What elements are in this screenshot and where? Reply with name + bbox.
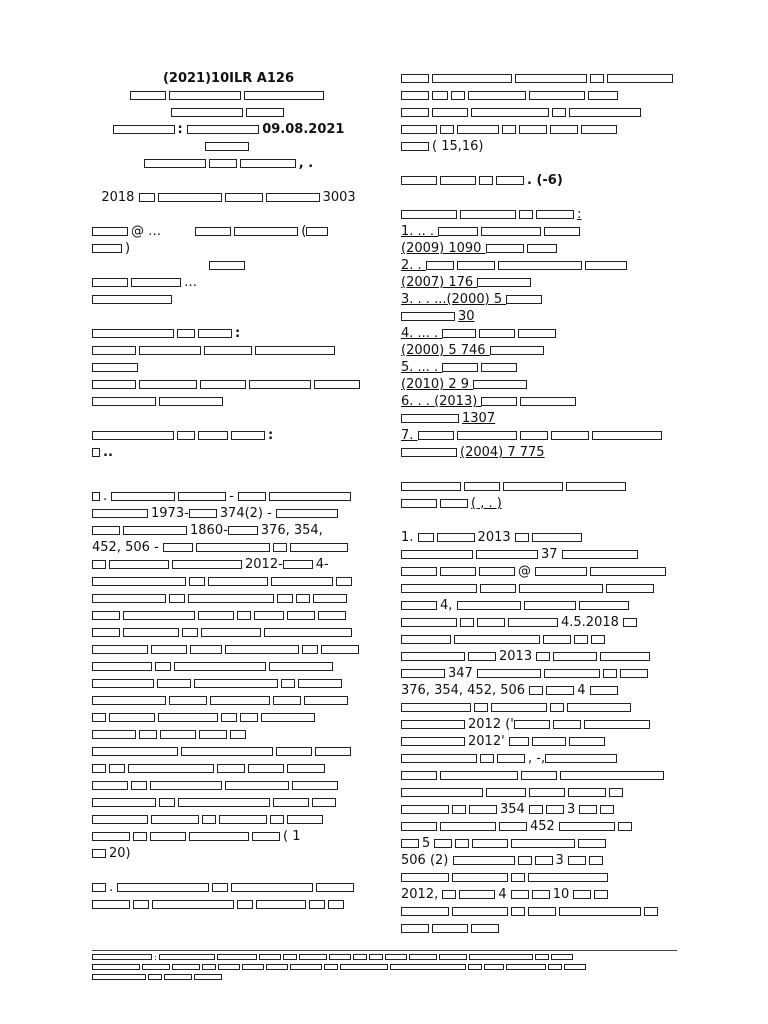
judge-name: , .	[92, 155, 365, 172]
footer-line-1: :	[92, 953, 677, 963]
citation: (2021)10ILR A126	[162, 71, 294, 86]
para1-line-7	[401, 631, 677, 648]
headnote-a-18	[92, 777, 365, 794]
para1-line-19: 5	[401, 835, 677, 852]
case-7b: (2004) 7 775	[401, 444, 677, 461]
petitioner: @ … (	[92, 223, 365, 240]
case-6b: 1307	[401, 410, 677, 427]
para1-line-9: 347	[401, 665, 677, 682]
headnote-a-13	[92, 692, 365, 709]
para1-line-5: 4,	[401, 597, 677, 614]
case-3b: 30	[401, 308, 677, 325]
continuation-5: ( 15,16)	[401, 138, 677, 155]
case-5b: (2010) 2 9	[401, 376, 677, 393]
headnote-b-2	[92, 896, 365, 913]
para1-line-24	[401, 920, 677, 937]
para1-line-14: , -,	[401, 750, 677, 767]
headnote-a-17	[92, 760, 365, 777]
continuation-3	[401, 104, 677, 121]
headnote-a-5: 2012- 4-	[92, 556, 365, 573]
continuation-1	[401, 70, 677, 87]
respondent: …	[92, 274, 365, 291]
para1-line-12: 2012 ('	[401, 716, 677, 733]
case-4b: (2000) 5 746	[401, 342, 677, 359]
footer-disclaimer	[92, 953, 677, 983]
counsel-respondent-heading: :	[92, 427, 365, 444]
versus	[92, 257, 365, 274]
continuation-4	[401, 121, 677, 138]
case-1b: (2009) 1090	[401, 240, 677, 257]
para1-line-13: 2012'	[401, 733, 677, 750]
para1-line-4	[401, 580, 677, 597]
para1-line-1: 1. 2013	[401, 529, 677, 546]
headnote-a-1: . -	[92, 488, 365, 505]
para1-line-17: 354 3	[401, 801, 677, 818]
headnote-a-2: 1973- 374(2) -	[92, 505, 365, 522]
para1-line-6: 4.5.2018	[401, 614, 677, 631]
before-label	[92, 138, 365, 155]
judge-note-1	[401, 478, 677, 495]
para1-line-22: 2012, 4 10	[401, 886, 677, 903]
para1-line-11	[401, 699, 677, 716]
counsel-petitioner-3	[92, 376, 365, 393]
para1-line-15	[401, 767, 677, 784]
headnote-a-7	[92, 590, 365, 607]
headnote-a-11	[92, 658, 365, 675]
petitioner-cont: )	[92, 240, 365, 257]
footer-line-3	[92, 973, 677, 983]
case-2b: (2007) 176	[401, 274, 677, 291]
case-7a: 7.	[401, 427, 677, 444]
right-column	[401, 70, 677, 937]
case-6a: 6. . . (2013)	[401, 393, 677, 410]
judge-note-2: ( , . )	[401, 495, 677, 512]
headnote-a-15	[92, 726, 365, 743]
counsel-respondent-value: ..	[92, 444, 365, 461]
cases-heading: :	[401, 206, 677, 223]
case-2a: 2. .	[401, 257, 677, 274]
case-5a: 5. ... .	[401, 359, 677, 376]
headnote-b-1: .	[92, 879, 365, 896]
para1-line-18: 452	[401, 818, 677, 835]
para1-line-21	[401, 869, 677, 886]
counsel-petitioner-1	[92, 342, 365, 359]
case-1a: 1. .. .	[401, 223, 677, 240]
headnote-a-4: 452, 506 -	[92, 539, 365, 556]
court-name	[92, 87, 365, 104]
para1-line-3: @	[401, 563, 677, 580]
headnote-a-6	[92, 573, 365, 590]
headnote-a-22: 20)	[92, 845, 365, 862]
para1-line-20: 506 (2) 3	[401, 852, 677, 869]
counsel-petitioner-4	[92, 393, 365, 410]
continuation-2	[401, 87, 677, 104]
headnote-a-16	[92, 743, 365, 760]
case-3a: 3. . . ...(2000) 5	[401, 291, 677, 308]
counsel-petitioner-heading: :	[92, 325, 365, 342]
footer-divider	[92, 950, 677, 951]
footer-line-2	[92, 963, 677, 973]
headnote-a-20	[92, 811, 365, 828]
appeal-result: . (-6)	[401, 172, 677, 189]
headnote-a-12	[92, 675, 365, 692]
headnote-a-14	[92, 709, 365, 726]
para1-line-8: 2013	[401, 648, 677, 665]
headnote-a-21: ( 1	[92, 828, 365, 845]
para1-line-16	[401, 784, 677, 801]
headnote-a-3: 1860- 376, 354,	[92, 522, 365, 539]
para1-line-10: 376, 354, 452, 506 4	[401, 682, 677, 699]
para1-line-23	[401, 903, 677, 920]
case-4a: 4. ... .	[401, 325, 677, 342]
headnote-a-8	[92, 607, 365, 624]
bench-name	[92, 104, 365, 121]
decision-date: : 09.08.2021	[92, 121, 365, 138]
headnote-a-9	[92, 624, 365, 641]
respondent-label	[92, 291, 365, 308]
case-number: 2018 3003	[101, 190, 356, 205]
headnote-a-19	[92, 794, 365, 811]
headnote-a-10	[92, 641, 365, 658]
para1-line-2: 37	[401, 546, 677, 563]
counsel-petitioner-2	[92, 359, 365, 376]
left-column	[92, 70, 365, 913]
